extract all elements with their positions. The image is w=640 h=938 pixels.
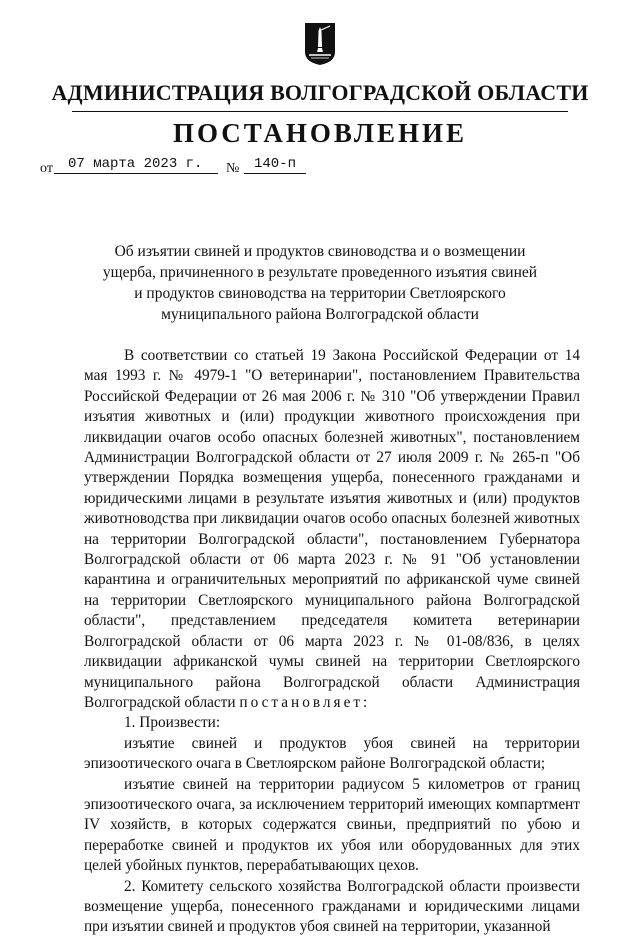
coat-of-arms-icon	[304, 22, 336, 66]
preamble-text: В соответствии со статьей 19 Закона Российской Федерации от 14 мая 1993 г. № 4979-1 "О ветеринарии", постановлением Правительства Российской Федерации от 26 мая 2006 г. № 310 "Об утверждении Правил изъятия животных и (или) продукции животного происхождения при ликвидации очагов особо опасных болезней животных", постановлением Администрации Волгоградской области от 27 июля 2009 г. № 265-п "Об утверждении Порядка возмещения ущерба, понесенного гражданами и юридическими лицами в результате изъятия животных и (или) продуктов животноводства при ликвидации очагов особо опасных болезней животных на территории Волгоградской области", постановлением Губернатора Волгоградской области от 06 марта 2023 г. № 91 "Об установлении карантина и ограничительных мероприятий по африканской чуме свиней на территории Светлоярского муниципального района Волгоградской области", представлением председателя комитета ветеринарии Волгоградской области от 06 марта 2023 г. № 01-08/836, в целях ликвидации африканской чумы свиней на территории Светлоярского муниципального района Волгоградской области Администрация Волгоградской области	[84, 347, 580, 711]
clause-1-item-1: изъятие свиней и продуктов убоя свиней на территории эпизоотического очага в Светлоярском районе Волгоградской области;	[84, 734, 580, 773]
clause-1-item-2: изъятие свиней на территории радиусом 5 километров от границ эпизоотического очага, за исключением территорий имеющих компартмент IV хозяйств, в которых содержатся свиньи, предприятий по убою и переработке свиней и продуктов их убоя или оборудованных для этих целей убойных пунктов, перерабатывающих цехов.	[84, 775, 580, 875]
document-number: 140-п	[244, 156, 306, 174]
header-divider	[72, 111, 568, 112]
organization-name: АДМИНИСТРАЦИЯ ВОЛГОГРАДСКОЙ ОБЛАСТИ	[51, 80, 589, 105]
number-label: №	[226, 161, 240, 176]
clause-1: 1. Произвести:	[124, 714, 221, 732]
clause-2: 2. Комитету сельского хозяйства Волгоградской области произвести возмещение ущерба, понесенного гражданами и юридическими лицами при изъятии свиней и продуктов убоя свиней на территории, указанной	[84, 877, 580, 936]
document-title: Об изъятии свиней и продуктов свиноводства и о возмещении ущерба, причиненного в результате проведенного изъятия свиней и продуктов свиноводства на территории Светлоярского муниципального района Волгоградской области	[102, 243, 538, 323]
resolution-word: постановляет:	[239, 693, 371, 711]
document-body	[84, 346, 580, 938]
document-date: 07 марта 2023 г.	[54, 156, 218, 174]
date-label: от	[40, 161, 53, 176]
document-type: ПОСТАНОВЛЕНИЕ	[172, 118, 468, 148]
preamble-paragraph	[84, 346, 580, 713]
